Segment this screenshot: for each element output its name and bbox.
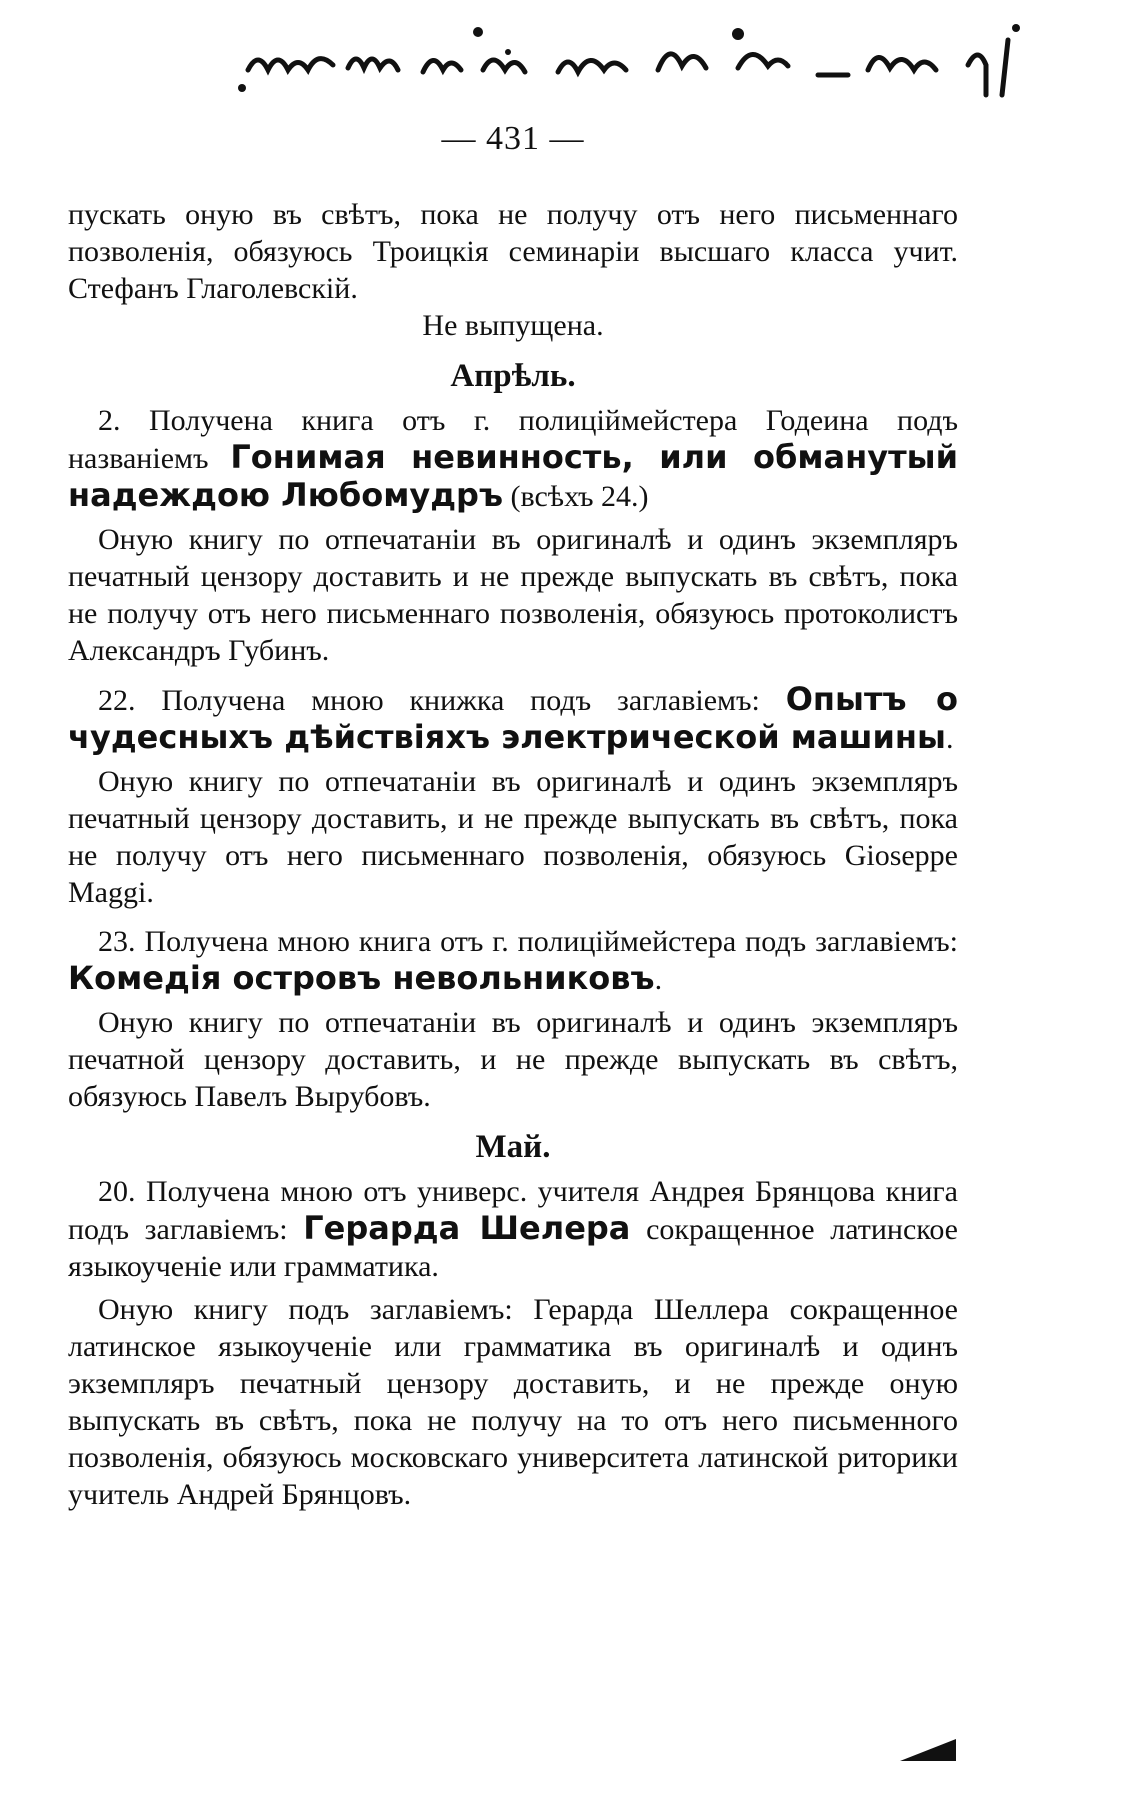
entry-22-title: Опытъ о чудесныхъ дѣйствіяхъ электрической машины — [68, 680, 959, 756]
entry-20-header — [68, 1173, 958, 1285]
entry-22-lead: 22. Получена мною книжка подъ заглавіемъ: — [98, 684, 760, 717]
entry-22-header — [68, 681, 958, 757]
entry-23-title: Комедія островъ невольниковъ — [68, 959, 655, 997]
entry-20-title: Герарда Шелера — [303, 1209, 631, 1247]
handwritten-annotation — [238, 20, 1038, 110]
ink-blot-mark — [898, 1737, 958, 1763]
entry-23-tail: . — [654, 963, 663, 996]
entry-continuation: пускать оную въ свѣтъ, пока не получу отъ него письменнаго позволенія, обязуюсь Троицкія семинаріи высшаго класса учит. Стефанъ Глаголевскій. — [68, 198, 958, 305]
entry-23-body: Оную книгу по отпечатаніи въ оригиналѣ и одинъ экземпляръ печатной цензору доставить, и не прежде выпускать въ свѣтъ, обязуюсь Павелъ Вырубовъ. — [68, 1006, 958, 1113]
entry-23-header — [68, 923, 958, 998]
entry-20-tail: сокращенное латинское языкоученіе или грамматика. — [68, 1213, 958, 1283]
entry-20-lead: 20. Получена мною отъ универс. учителя Андрея Брянцова книга подъ заглавіемъ: — [68, 1175, 958, 1246]
entry-23-lead: 23. Получена мною книга отъ г. полиціймейстера подъ заглавіемъ: — [98, 925, 958, 958]
month-heading-may: Май. — [475, 1129, 551, 1165]
entry-status: Не выпущена. — [422, 309, 604, 342]
document-body — [68, 196, 958, 1513]
entry-20-body: Оную книгу подъ заглавіемъ: Герарда Шеллера сокращенное латинское языкоученіе или грамматика въ оригиналѣ и одинъ экземпляръ печатный цензору доставить, и не прежде оную выпускать въ свѣтъ, пока не получу на то отъ него письменного позволенія, обязуюсь московскаго университета латинской риторики учитель Андрей Брянцовъ. — [68, 1293, 958, 1511]
entry-2-body: Оную книгу по отпечатаніи въ оригиналѣ и одинъ экземпляръ печатный цензору доставить и не прежде выпускать въ свѣтъ, пока не получу отъ него письменнаго позволенія, обязуюсь протоколистъ Александръ Губинъ. — [68, 523, 958, 667]
page-number: — 431 — — [441, 120, 585, 157]
entry-22-tail: . — [945, 722, 954, 755]
document-page — [68, 0, 958, 1803]
entry-2-lead: 2. Получена книга отъ г. полиціймейстера Годеина подъ названіемъ — [68, 404, 958, 475]
month-heading-april: Апрѣль. — [450, 358, 576, 394]
entry-2-tail: (всѣхъ 24.) — [510, 480, 649, 513]
entry-2-header — [68, 402, 958, 515]
entry-22-body: Оную книгу по отпечатаніи въ оригиналѣ и одинъ экземпляръ печатный цензору доставить, и не прежде выпускать въ свѣтъ, пока не получу отъ него письменнаго позволенія, обязуюсь Gioseppe Maggi. — [68, 765, 958, 909]
entry-2-title: Гонимая невинность, или обманутый надеждою Любомудръ — [68, 438, 959, 514]
